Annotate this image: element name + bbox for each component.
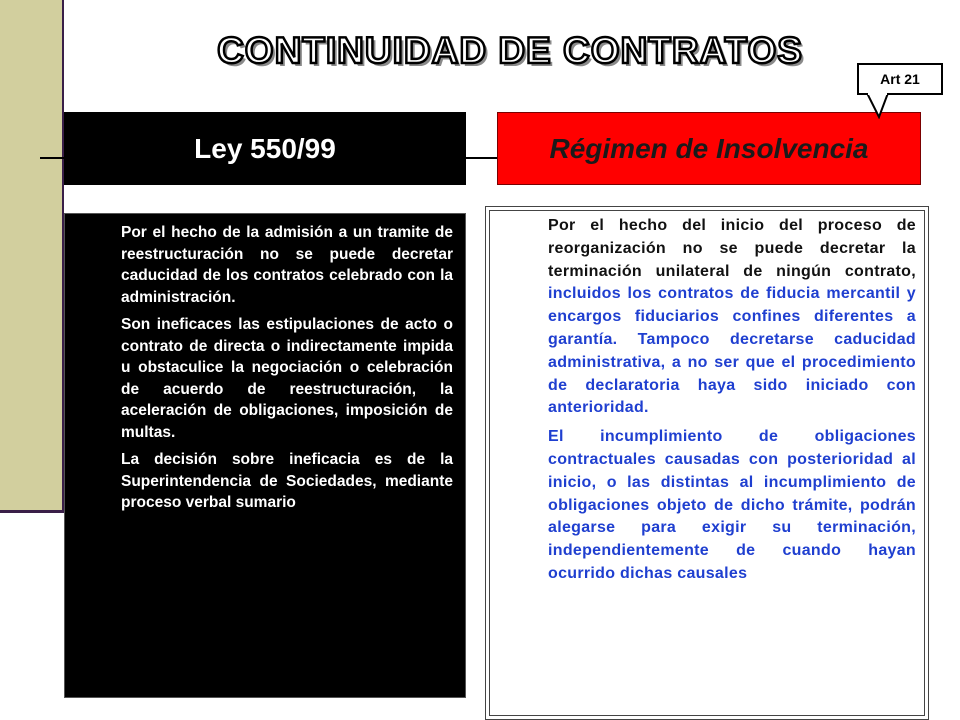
regimen-insolvencia-header: Régimen de Insolvencia <box>497 112 921 185</box>
left-connector-line <box>40 157 66 159</box>
left-paragraph-2: Son ineficaces las estipulaciones de acto o contrato de directa o indirectamente impida u obstaculice la negociación o celebración de acuerdo de reestructuración, la aceleración de obligaciones, imposición de multas. <box>121 316 453 441</box>
decorative-side-line <box>0 510 64 513</box>
left-paragraph-3: La decisión sobre ineficacia es de la Superintendencia de Sociedades, mediante proceso verbal sumario <box>121 451 453 511</box>
ley-550-header: Ley 550/99 <box>64 112 466 185</box>
decorative-side-bar <box>0 0 64 512</box>
ley-550-content-panel <box>64 213 466 698</box>
art-21-callout: Art 21 <box>857 63 943 95</box>
middle-connector-line <box>464 157 499 159</box>
callout-pointer-icon <box>866 93 896 119</box>
slide-title: CONTINUIDAD DE CONTRATOS <box>217 30 803 71</box>
right-paragraph-2: El incumplimiento de obligaciones contractuales causadas con posterioridad al inicio, o las distintas al incumplimiento de obligaciones objeto de dicho trámite, podrán alegarse para exigir su terminación, independientemente de cuando hayan ocurrido dichas causales <box>548 428 916 582</box>
right-paragraph-1-blue-text: incluidos los contratos de fiducia mercantil y encargos fiduciarios confines diferentes a garantía. Tampoco decretarse caducidad administrativa, a no ser que el procedimiento de declaratoria haya sido iniciado con anterioridad. <box>548 285 916 417</box>
insolvencia-content-panel <box>489 210 925 716</box>
right-paragraph-1 <box>548 215 916 420</box>
left-paragraph-1: Por el hecho de la admisión a un tramite de reestructuración no se puede decretar caducidad de los contratos celebrado con la administración. <box>121 224 453 306</box>
right-paragraph-1-black-text: Por el hecho del inicio del proceso de reorganización no se puede decretar la terminación unilateral de ningún contrato, <box>548 217 916 280</box>
